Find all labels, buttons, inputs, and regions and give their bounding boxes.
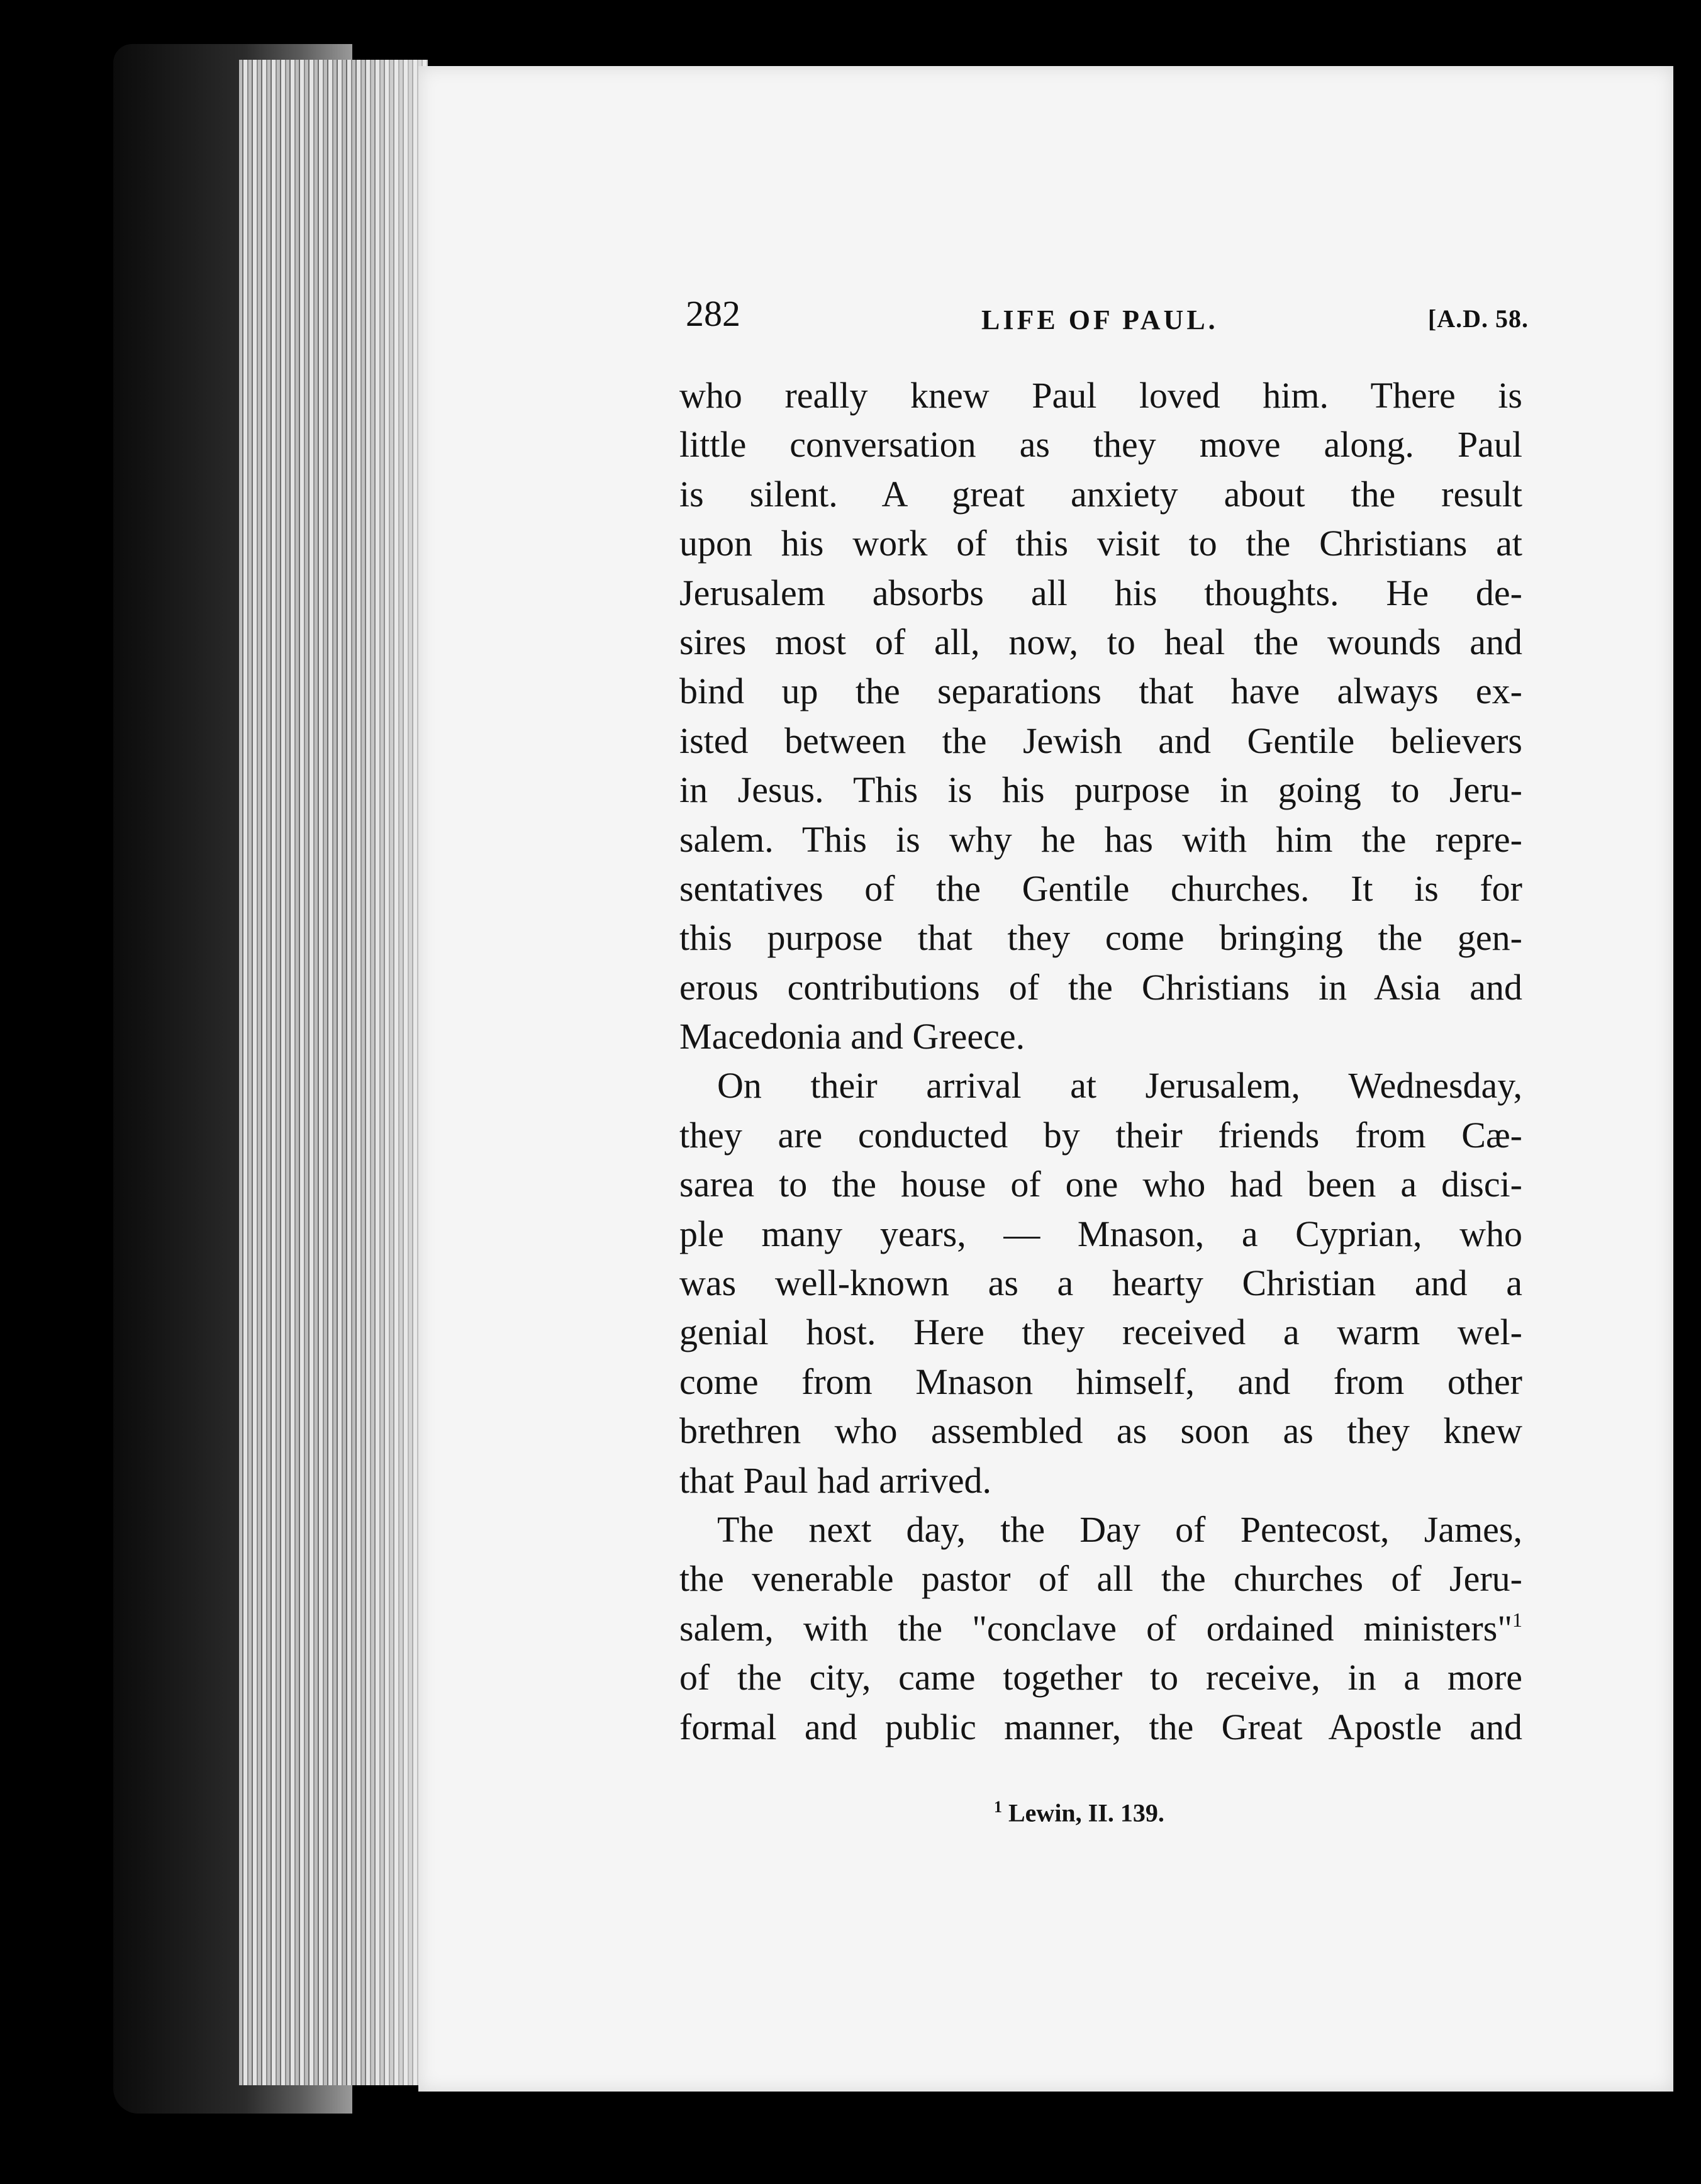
text-line: formal and public manner, the Great Apostle and xyxy=(679,1706,1522,1747)
text-line: brethren who assembled as soon as they knew xyxy=(679,1410,1522,1452)
text-line-with-footnote-ref xyxy=(679,1604,1522,1653)
text-line: was well-known as a hearty Christian and a xyxy=(679,1262,1522,1304)
page-number: 282 xyxy=(686,293,740,334)
running-title: LIFE OF PAUL. xyxy=(981,304,1219,335)
text-line: this purpose that they come bringing the gen- xyxy=(679,917,1522,959)
footnote xyxy=(994,1798,1164,1827)
text-line: in Jesus. This is his purpose in going to Jeru- xyxy=(679,769,1522,811)
text-line: On their arrival at Jerusalem, Wednesday, xyxy=(717,1065,1522,1106)
text-line: sarea to the house of one who had been a disci- xyxy=(679,1164,1522,1205)
text-line: who really knew Paul loved him. There is xyxy=(679,375,1522,416)
footnote-reference: 1 xyxy=(1512,1608,1522,1631)
text-line: isted between the Jewish and Gentile believers xyxy=(679,720,1522,761)
text-line: salem. This is why he has with him the repre- xyxy=(679,818,1522,860)
text-line: salem, with the "conclave of ordained ministers" xyxy=(679,1607,1512,1649)
text-line: upon his work of this visit to the Christians at xyxy=(679,523,1522,564)
text-line: the venerable pastor of all the churches of Jeru- xyxy=(679,1558,1522,1600)
footnote-text: Lewin, II. 139. xyxy=(1008,1798,1164,1827)
text-line: sires most of all, now, to heal the wounds and xyxy=(679,621,1522,662)
text-line: is silent. A great anxiety about the result xyxy=(679,473,1522,515)
date-mark: [A.D. 58. xyxy=(1427,304,1529,333)
text-line: they are conducted by their friends from Cæ- xyxy=(679,1114,1522,1156)
text-line: ple many years, — Mnason, a Cyprian, who xyxy=(679,1213,1522,1254)
text-line: Macedonia and Greece. xyxy=(679,1016,1025,1057)
text-line: that Paul had arrived. xyxy=(679,1459,992,1501)
page-edge-shadow xyxy=(352,60,428,2085)
text-line: of the city, came together to receive, in a more xyxy=(679,1657,1522,1698)
text-line: erous contributions of the Christians in Asia and xyxy=(679,966,1522,1008)
text-line: bind up the separations that have always ex- xyxy=(679,671,1522,712)
footnote-marker: 1 xyxy=(994,1798,1002,1816)
text-line: Jerusalem absorbs all his thoughts. He de- xyxy=(679,572,1522,613)
text-line: sentatives of the Gentile churches. It is for xyxy=(679,867,1522,909)
text-line: little conversation as they move along. Paul xyxy=(679,424,1522,465)
text-line: come from Mnason himself, and from other xyxy=(679,1361,1522,1402)
running-header xyxy=(686,292,1529,343)
text-line: genial host. Here they received a warm wel- xyxy=(679,1312,1522,1353)
text-line: The next day, the Day of Pentecost, James, xyxy=(717,1508,1522,1550)
body-text xyxy=(679,371,1522,1752)
